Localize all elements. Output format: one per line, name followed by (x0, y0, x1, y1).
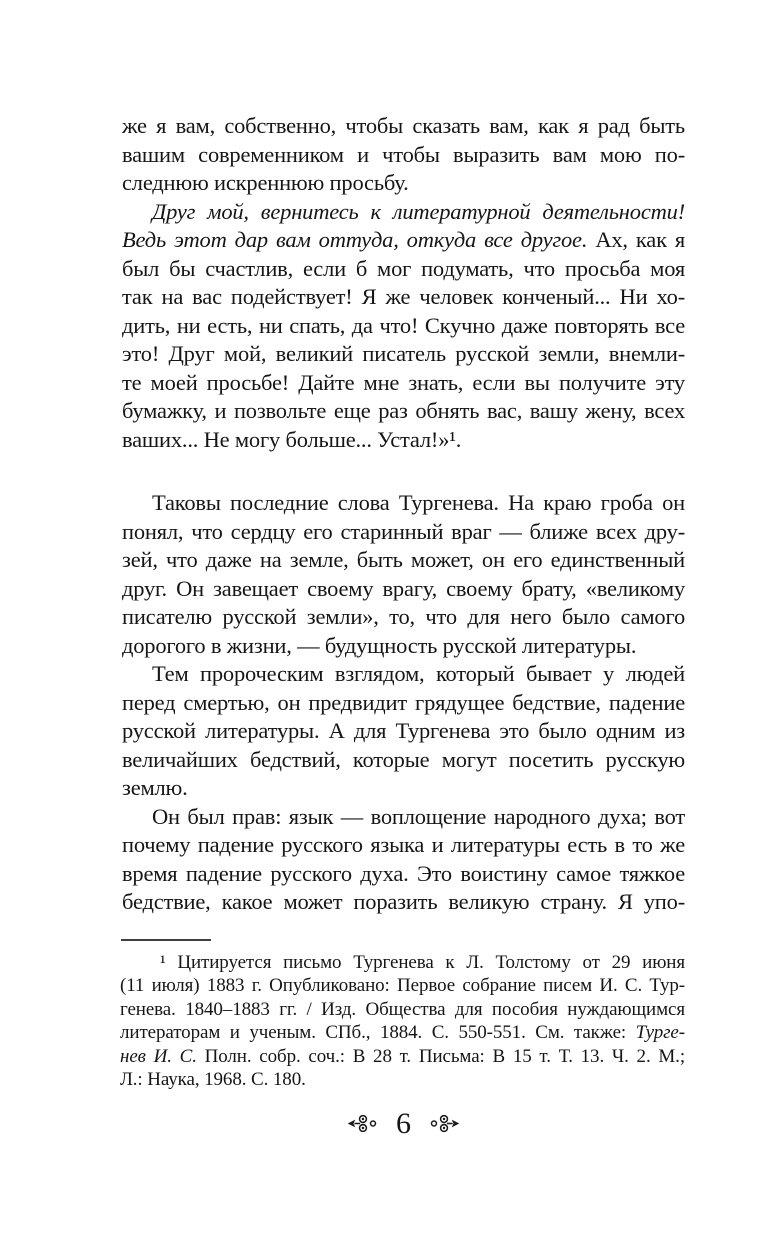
text-line (120, 998, 685, 1021)
page-number: 6 (396, 1107, 411, 1140)
paragraph (122, 198, 685, 455)
text-line (122, 397, 685, 426)
text-segment: вашим современником и чтобы выразить вам мою по- (122, 141, 685, 167)
text-segment: величайших бедствий, которые могут посетить русскую (122, 746, 685, 772)
text-segment: зей, что даже на земле, быть может, он его единственный (122, 547, 685, 572)
text-segment: Ах, как я (587, 227, 685, 252)
text-segment: дить, ни есть, ни спать, да что! Скучно даже повторять все (122, 312, 685, 338)
text-segment: генева. 1840–1883 гг. / Изд. Общества для пособия нуждающимся (120, 998, 685, 1020)
text-line (120, 1045, 685, 1068)
text-line (122, 860, 685, 889)
text-segment: (11 июля) 1883 г. Опубликовано: Первое собрание писем И. С. Тур- (120, 975, 685, 997)
text-segment: Таковы последние слова Тургенева. На краю гроба он (152, 490, 685, 515)
text-segment: следнюю искреннюю просьбу. (122, 170, 409, 195)
text-segment: друг. Он завещает своему врагу, своему брату, «великому (122, 575, 685, 601)
footnote (120, 951, 685, 1091)
italic-text-segment: Ведь этот дар вам оттуда, откуда все другое. (122, 227, 588, 252)
text-line (122, 746, 685, 775)
italic-text-segment: Друг мой, вернитесь к литературной деятельности! (152, 198, 685, 224)
fleuron-right-icon (429, 1113, 460, 1135)
text-segment: Полн. собр. соч.: В 28 т. Письма: В 15 т. Т. 13. Ч. 2. М.; (196, 1045, 685, 1067)
fleuron-left-icon (347, 1113, 378, 1135)
text-line (122, 689, 685, 718)
text-line (122, 141, 685, 170)
text-segment: Л.: Наука, 1968. С. 180. (120, 1069, 306, 1091)
paragraph (122, 112, 685, 198)
paragraph (122, 803, 685, 917)
text-segment: литераторам и ученым. СПб., 1884. С. 550-551. См. также: (120, 1022, 636, 1044)
text-segment: это! Друг мой, великий писатель русской земли, внемли- (122, 341, 685, 366)
text-line (122, 489, 685, 518)
italic-text-segment: Турге- (635, 1022, 685, 1044)
text-line (122, 803, 685, 832)
text-segment: был бы счастлив, если б мог подумать, что просьба моя (122, 255, 685, 281)
text-segment: почему падение русского языка и литературы есть в то же (122, 832, 685, 857)
text-segment: те моей просьбе! Дайте мне знать, если вы получите эту (122, 369, 685, 395)
text-line (122, 518, 685, 547)
text-line (122, 169, 685, 198)
text-line (122, 312, 685, 341)
text-line (122, 340, 685, 369)
text-segment: Тем пророческим взглядом, который бывает у людей (152, 661, 685, 686)
text-segment: Он был прав: язык — воплощение народного духа; вот (152, 803, 685, 829)
text-line (120, 1021, 685, 1044)
text-segment: бумажку, и позвольте еще раз обнять вас, вашу жену, всех (122, 398, 685, 423)
text-line (122, 546, 685, 575)
text-segment: понял, что сердцу его старинный враг — ближе всех дру- (122, 518, 685, 544)
text-line (122, 632, 685, 661)
text-line (120, 974, 685, 997)
text-line (122, 603, 685, 632)
text-segment: бедствие, какое может поразить великую страну. Я упо- (122, 889, 685, 914)
text-line (122, 283, 685, 312)
text-segment: дорогого в жизни, — будущность русской литературы. (122, 632, 637, 658)
paragraph (122, 660, 685, 803)
text-segment: перед смертью, он предвидит грядущее бедствие, падение (122, 689, 685, 715)
text-line (122, 369, 685, 398)
text-segment: русской литературы. А для Тургенева это было одним из (122, 718, 685, 743)
text-segment: писателю русской земли», то, что для него было самого (122, 604, 685, 629)
text-line (122, 831, 685, 860)
text-segment: так на вас подействует! Я же человек конченый... Ни хо- (122, 284, 685, 309)
text-segment: ¹ Цитируется письмо Тургенева к Л. Толстому от 29 июня (160, 952, 685, 973)
text-line (122, 112, 685, 141)
text-line (122, 575, 685, 604)
text-segment: ваших... Не могу больше... Устал!»¹. (122, 426, 462, 452)
italic-text-segment: нев И. С. (120, 1045, 197, 1067)
footnote-rule (121, 939, 211, 941)
paragraph (122, 489, 685, 660)
text-line (120, 1068, 685, 1091)
main-text (122, 112, 685, 917)
text-segment: же я вам, собственно, чтобы сказать вам, как я рад быть (122, 113, 685, 138)
text-line (122, 660, 685, 689)
text-line (122, 888, 685, 917)
text-segment: время падение русского духа. Это воистину самое тяжкое (122, 860, 685, 886)
text-line (122, 426, 685, 455)
page-footer (122, 1102, 685, 1146)
text-line (122, 255, 685, 284)
text-segment: землю. (122, 775, 188, 800)
text-line (122, 717, 685, 746)
text-line (122, 226, 685, 255)
text-line (122, 198, 685, 227)
text-line (122, 774, 685, 803)
text-line (120, 951, 685, 974)
